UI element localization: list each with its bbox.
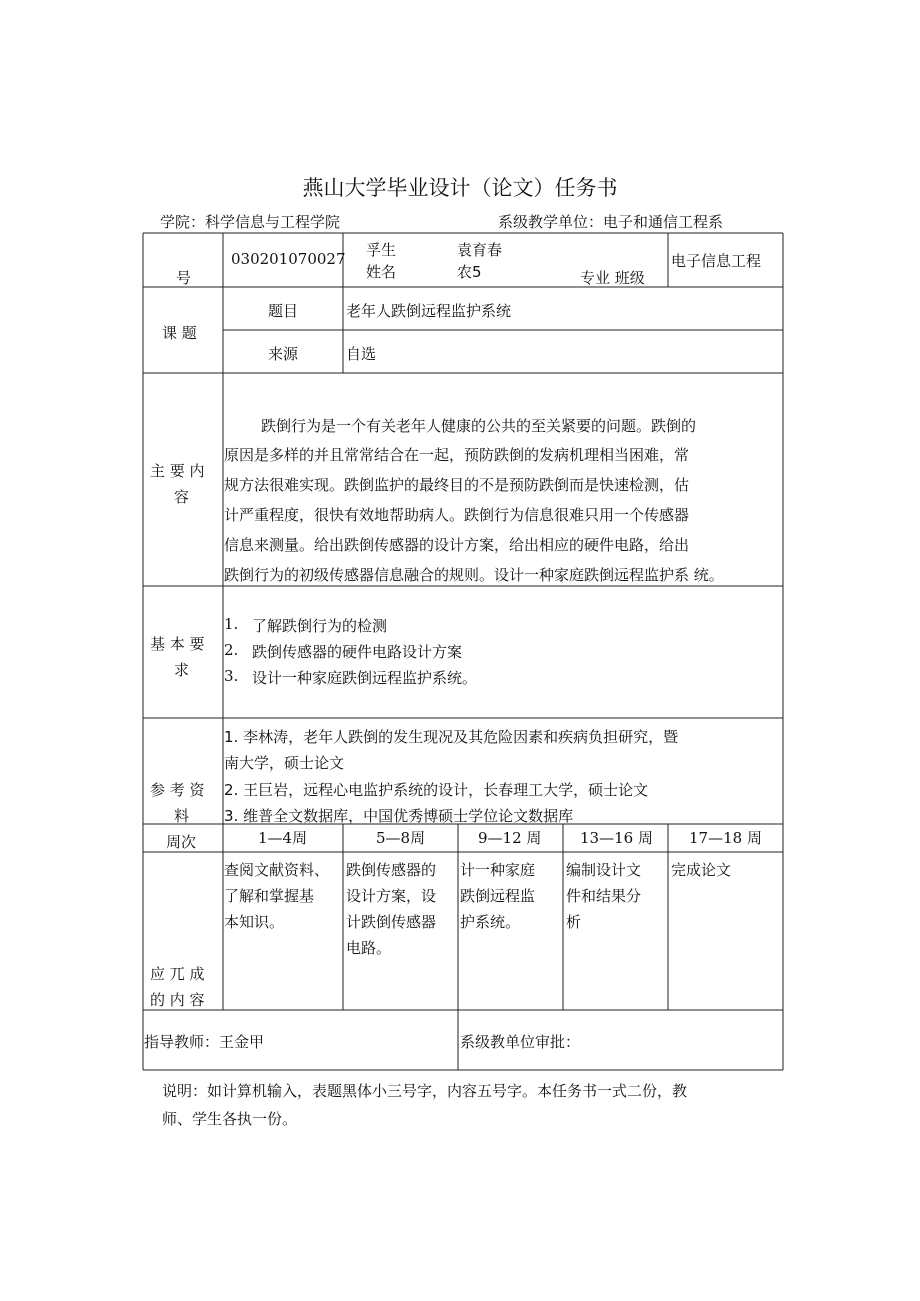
requirement-num: 1. — [224, 615, 239, 633]
student-id-value: 030201070027 — [231, 250, 346, 268]
requirement-text: 跌倒传感器的硬件电路设计方案 — [252, 643, 463, 661]
task-line: 计一种家庭 — [460, 861, 536, 879]
content-line: 跌倒行为是一个有关老年人健康的公共的至关紧要的问题。跌倒的 — [261, 417, 697, 435]
task-label-1: 应 兀 成 — [150, 965, 205, 983]
college-label: 学院：科学信息与工程学院 — [160, 213, 341, 231]
student-name-label-1: 孚生 — [366, 241, 397, 259]
requirement-text: 了解跌倒行为的检测 — [252, 617, 388, 635]
task-line: 查阅文献资料、 — [224, 861, 330, 879]
reference-line: 2. 王巨岩，远程心电监护系统的设计，长春理工大学，硕士论文 — [224, 781, 649, 799]
document-title: 燕山大学毕业设计（论文）任务书 — [302, 176, 618, 200]
requirement-num: 3. — [224, 667, 239, 685]
task-line: 计跌倒传感器 — [346, 913, 437, 931]
department-label: 系级教学单位：电子和通信工程系 — [498, 213, 724, 231]
approval-label: 系级教单位审批： — [460, 1033, 581, 1051]
content-line: 信息来测量。给出跌倒传感器的设计方案，给出相应的硬件电路，给出 — [224, 536, 690, 554]
task-line: 电路。 — [346, 939, 392, 957]
references-label-1: 参 考 资 — [150, 781, 205, 799]
major-label: 专业 班级 — [580, 269, 645, 287]
note-line: 说明：如计算机输入，表题黑体小三号字，内容五号字。本任务书一式二份，教 — [162, 1082, 688, 1100]
week-header: 1—4周 — [258, 829, 308, 847]
student-id-label: 号 — [176, 269, 192, 287]
content-label-2: 容 — [174, 488, 190, 506]
task-line: 跌倒远程监 — [460, 887, 536, 905]
content-line: 原因是多样的并且常常结合在一起，预防跌倒的发病机理相当困难，常 — [224, 446, 690, 464]
task-line: 了解和掌握基 — [224, 887, 315, 905]
reference-line: 南大学，硕士论文 — [224, 754, 345, 772]
topic-source-label: 来源 — [268, 345, 299, 363]
reference-line: 1. 李林涛，老年人跌倒的发生现况及其危险因素和疾病负担研究，暨 — [224, 728, 679, 746]
content-line: 跌倒行为的初级传感器信息融合的规则。设计一种家庭跌倒远程监护系 统。 — [224, 566, 724, 584]
topic-label: 课 题 — [162, 324, 197, 342]
task-line: 设计方案，设 — [346, 887, 437, 905]
task-line: 完成论文 — [671, 861, 732, 879]
task-line: 析 — [566, 913, 582, 931]
advisor-label: 指导教师：王金甲 — [144, 1033, 265, 1051]
week-header: 13—16 周 — [580, 829, 653, 847]
task-line: 护系统。 — [460, 913, 521, 931]
week-header: 9—12 周 — [478, 829, 542, 847]
task-label-2: 的 内 容 — [150, 991, 205, 1009]
week-header: 5—8周 — [376, 829, 426, 847]
student-name-value-1: 袁育春 — [457, 241, 503, 259]
student-name-label-2: 姓名 — [366, 263, 397, 281]
task-line: 跌倒传感器的 — [346, 861, 437, 879]
major-value: 电子信息工程 — [671, 252, 762, 270]
note-line: 师、学生各执一份。 — [162, 1110, 298, 1128]
reference-line: 3. 维普全文数据库，中国优秀博硕士学位论文数据库 — [224, 807, 574, 825]
requirements-label-2: 求 — [174, 661, 190, 679]
week-label: 周次 — [166, 833, 197, 851]
requirement-num: 2. — [224, 641, 239, 659]
topic-source-value: 自选 — [346, 345, 377, 363]
topic-title-value: 老年人跌倒远程监护系统 — [346, 302, 512, 320]
requirement-text: 设计一种家庭跌倒远程监护系统。 — [252, 669, 478, 687]
content-line: 规方法很难实现。跌倒监护的最终目的不是预防跌倒而是快速检测，估 — [224, 476, 690, 494]
task-line: 件和结果分 — [566, 887, 642, 905]
requirements-label-1: 基 本 要 — [150, 635, 205, 653]
references-label-2: 料 — [174, 807, 190, 825]
student-name-value-2: 农5 — [457, 263, 482, 281]
week-header: 17—18 周 — [689, 829, 762, 847]
topic-title-label: 题目 — [268, 302, 299, 320]
content-line: 计严重程度，很快有效地帮助病人。跌倒行为信息很难只用一个传感器 — [224, 506, 690, 524]
task-line: 编制设计文 — [566, 861, 642, 879]
task-line: 本知识。 — [224, 913, 285, 931]
content-label-1: 主 要 内 — [150, 462, 205, 480]
